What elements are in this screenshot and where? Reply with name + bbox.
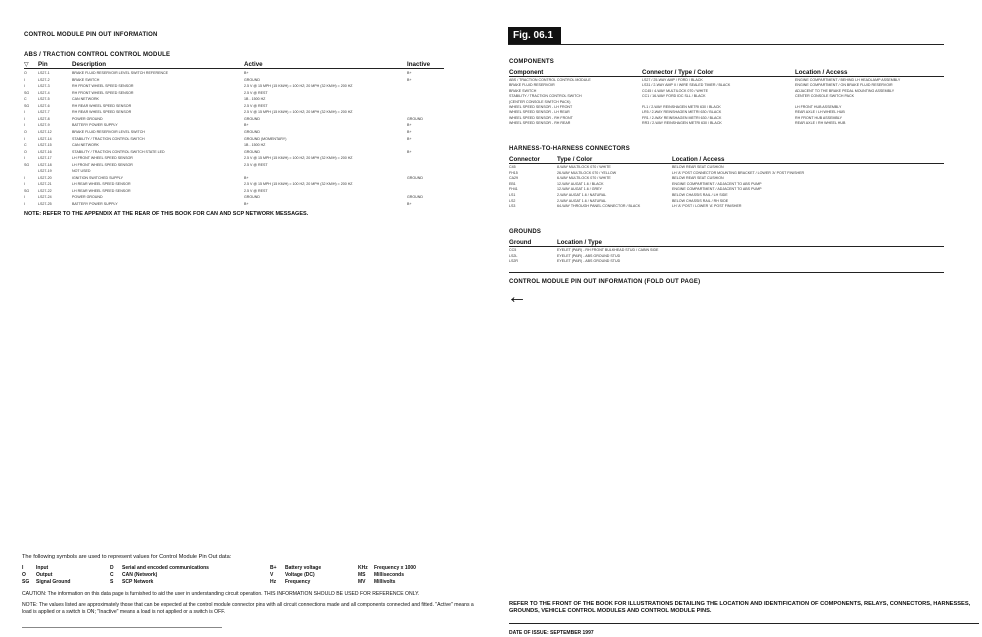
values-note: NOTE: The values listed are approximately those that can be expected at the control module connector pins with all circuit connections made and all components connected and fitted. "Active" means a load is applied or a switch is ON; "Inactive" means a load is not applied or a switch is OFF. — [22, 602, 474, 615]
pin-description: POWER GROUND — [72, 195, 103, 200]
component-name: WHEEL SPEED SENSOR - RH FRONT — [509, 115, 573, 120]
col-location-access: Location / Access — [672, 156, 725, 163]
pin-active: B+ — [244, 175, 249, 180]
legend-symbol: MV — [358, 579, 366, 585]
pin-symbol: C — [24, 97, 27, 102]
pin-description: BATTERY POWER SUPPLY — [72, 202, 118, 206]
col-active: Active — [244, 61, 263, 68]
pin-inactive: B+ — [407, 123, 412, 128]
pin-row — [24, 163, 444, 168]
legend-meaning: Frequency — [285, 579, 311, 585]
component-location: REAR AXLE / LH WHEEL HUB — [795, 110, 845, 115]
pin-description: NOT USED — [72, 169, 91, 174]
pin-active: GROUND — [244, 116, 260, 121]
component-connector: RR3 / 2-WAY REINSHAGEN METRI 630 / BLACK — [642, 121, 722, 126]
grounds-title: GROUNDS — [509, 229, 542, 235]
caution-text: CAUTION: The information on this data page is furnished to aid the user in understanding circuit operation. THIS INFORMATION SHOULD BE USED FOR REFERENCE ONLY. — [22, 591, 420, 597]
pin-symbol: SG — [24, 103, 30, 108]
pin-active: GROUND (MOMENTARY) — [244, 136, 287, 141]
header-rule — [24, 68, 444, 69]
pin-number: LS27-8 — [38, 116, 50, 121]
col-ground: Ground — [509, 239, 532, 246]
pin-description: LH REAR WHEEL SPEED SENSOR — [72, 182, 131, 187]
pin-number: LS27-25 — [38, 202, 52, 206]
pin-number: LS27-4 — [38, 90, 50, 95]
component-connector: CC45 / 4-WAY MULTILOCK 070 / WHITE — [642, 88, 708, 93]
pin-symbol: O — [24, 71, 27, 75]
pin-number: LS27-2 — [38, 77, 50, 82]
pin-inactive: GROUND — [407, 116, 423, 121]
pin-row — [24, 137, 444, 142]
legend-symbol: O — [22, 572, 26, 578]
col-description: Description — [72, 61, 107, 68]
component-name: ABS / TRACTION CONTROL CONTROL MODULE — [509, 78, 591, 82]
left-bottom-rule — [22, 627, 222, 628]
pin-inactive: GROUND — [407, 175, 423, 180]
section-title: ABS / TRACTION CONTROL CONTROL MODULE — [24, 52, 171, 58]
legend-meaning: Milliseconds — [374, 572, 405, 578]
pin-symbol: O — [24, 149, 27, 154]
date-of-issue: DATE OF ISSUE: SEPTEMBER 1997 — [509, 630, 594, 636]
pin-number: LS27-1 — [38, 71, 50, 75]
pin-row — [24, 117, 444, 122]
pin-number: LS27-5 — [38, 97, 50, 102]
pin-description: RH FRONT WHEEL SPEED SENSOR — [72, 84, 134, 89]
col-location-type: Location / Type — [557, 239, 602, 246]
pin-number: LS27-6 — [38, 103, 50, 108]
col-connector: Connector — [509, 156, 540, 163]
pin-number: LS27-24 — [38, 195, 52, 200]
pin-inactive: B+ — [407, 77, 412, 82]
ground-location: EYELET (PAIR) - RH FRONT BULKHEAD STUD / CABIN SIDE — [557, 248, 659, 252]
pin-inactive: B+ — [407, 202, 412, 206]
harness-connector: FH41 — [509, 187, 518, 192]
harness-type: 12-WAY AUGAT 1.6 / BLACK — [557, 181, 604, 186]
component-connector: LR5 / 2-WAY REINSHAGEN METRI 630 / BLACK — [642, 110, 722, 115]
pin-number: LS27-21 — [38, 182, 52, 187]
pin-row — [24, 189, 444, 194]
pin-active: 2.5 V @ REST — [244, 162, 268, 167]
legend-symbol: B+ — [270, 565, 277, 571]
ground-id: CC5 — [509, 248, 517, 252]
ground-location: EYELET (PAIR) - ABS GROUND STUD — [557, 253, 621, 258]
pin-inactive: B+ — [407, 129, 412, 134]
harness-row — [509, 187, 944, 192]
pin-description: BATTERY POWER SUPPLY — [72, 123, 118, 128]
pin-number: LS27-18 — [38, 162, 52, 167]
harness-row — [509, 182, 944, 187]
pin-number: LS27-3 — [38, 84, 50, 89]
legend-meaning: Voltage (DC) — [285, 572, 315, 578]
pin-symbol: I — [24, 84, 25, 89]
pin-inactive: GROUND — [407, 195, 423, 200]
legend-symbol: D — [110, 565, 114, 571]
harness-row — [509, 165, 944, 170]
component-row — [509, 121, 944, 126]
harness-connector: FH15 — [509, 170, 518, 175]
pin-row — [24, 97, 444, 102]
component-name: (CENTER CONSOLE SWITCH PACK) — [509, 99, 571, 104]
pin-active: 2.5 V @ REST — [244, 188, 268, 193]
harness-location: ENGINE COMPARTMENT / ADJACENT TO ABS PUMP — [672, 187, 762, 192]
pin-description: RH REAR WHEEL SPEED SENSOR — [72, 110, 132, 115]
pin-active: 2.5 V @ REST — [244, 90, 268, 95]
pin-number: LS27-20 — [38, 175, 52, 180]
pin-active: GROUND — [244, 195, 260, 200]
pin-symbol: I — [24, 136, 25, 141]
harness-type: 2-WAY AUGAT 1.6 / NATURAL — [557, 198, 607, 203]
legend-symbol: C — [110, 572, 114, 578]
refer-rule — [509, 623, 979, 624]
back-arrow-icon[interactable]: ← — [507, 286, 527, 308]
ground-symbol-icon: ▽ — [24, 61, 29, 68]
pin-row — [24, 104, 444, 109]
pin-active: GROUND — [244, 77, 260, 82]
legend-meaning: Battery voltage — [285, 565, 322, 571]
component-location: ENGINE COMPARTMENT / ON BRAKE FLUID RESERVOIR — [795, 83, 893, 88]
harness-connector: CA29 — [509, 176, 518, 181]
pin-row — [24, 71, 444, 76]
harness-location: BELOW REAR SEAT CUSHION — [672, 165, 724, 169]
pin-row — [24, 150, 444, 155]
grounds-table — [509, 248, 944, 266]
harness-type: 26-WAY MULTILOCK 070 / YELLOW — [557, 170, 617, 175]
ground-id: LS2L — [509, 253, 518, 258]
ground-row — [509, 259, 944, 264]
pin-description: BRAKE FLUID RESERVOIR LEVEL SWITCH — [72, 129, 145, 134]
pin-active: 1B - 1500 HZ — [244, 97, 266, 102]
component-row — [509, 83, 944, 88]
component-connector: LS27 / 25-WAY AMP / FORD / BLACK — [642, 78, 703, 82]
pin-description: CAN NETWORK — [72, 143, 99, 148]
component-name: STABILITY / TRACTION CONTROL SWITCH — [509, 94, 582, 99]
pin-symbol: O — [24, 129, 27, 134]
pin-number: LS27-15 — [38, 143, 52, 148]
harness-location: BELOW CHASSIS RAIL / LH SIDE — [672, 193, 728, 197]
pin-row — [24, 91, 444, 96]
component-connector: CC1 / 16-WAY FORD IDC SLL / BLACK — [642, 94, 706, 99]
legend-symbol: Hz — [270, 579, 277, 585]
harness-connector: LS3 — [509, 204, 516, 209]
pin-number: LS27-7 — [38, 110, 50, 115]
fig-rule — [508, 44, 944, 45]
legend-title: The following symbols are used to represent values for Control Module Pin Out data: — [22, 554, 232, 560]
harness-connector: EB1 — [509, 181, 516, 186]
harness-location: LH 'A' POST CONNECTOR MOUNTING BRACKET / LOWER 'A' POST FINISHER — [672, 170, 805, 175]
col-location-access: Location / Access — [795, 69, 848, 76]
pin-symbol: SG — [24, 162, 30, 167]
legend-symbol: I — [22, 565, 24, 571]
harness-type: 8-WAY MULTILOCK 070 / WHITE — [557, 165, 611, 169]
pin-row — [24, 143, 444, 148]
component-connector: LS31 / 2-WAY AMP II / WIRE SEALED TIMER / BLACK — [642, 83, 731, 88]
pin-description: IGNITION SWITCHED SUPPLY — [72, 175, 124, 180]
pin-row — [24, 195, 444, 200]
legend-meaning: Frequency x 1000 — [374, 565, 416, 571]
components-rule — [509, 76, 944, 77]
pin-description: STABILITY / TRACTION CONTROL SWITCH — [72, 136, 145, 141]
pin-symbol: SG — [24, 188, 30, 193]
harness-connector: LS1 — [509, 193, 516, 197]
pin-symbol: I — [24, 116, 25, 121]
pin-number: LS27-12 — [38, 129, 52, 134]
pin-description: RH REAR WHEEL SPEED SENSOR — [72, 103, 132, 108]
component-name: WHEEL SPEED SENSOR - RH REAR — [509, 121, 571, 126]
harness-row — [509, 204, 944, 209]
pin-row — [24, 176, 444, 181]
legend-meaning: Output — [36, 572, 53, 578]
pin-active: 2.5 V @ 15 MPH (15 KM/H) = 100 HZ; 20 MPH (32 KM/H) = 200 HZ — [244, 182, 353, 187]
pin-symbol: C — [24, 143, 27, 148]
legend-symbol: S — [110, 579, 114, 585]
component-location: ADJACENT TO THE BRAKE PEDAL MOUNTING ASSEMBLY — [795, 88, 895, 93]
pin-row — [24, 110, 444, 115]
harness-row — [509, 199, 944, 204]
component-location: CENTER CONSOLE SWITCH PACK — [795, 94, 855, 99]
pin-number: LS27-22 — [38, 188, 52, 193]
harness-location: ENGINE COMPARTMENT / ADJACENT TO ABS PUMP — [672, 181, 762, 186]
pin-number: LS27-16 — [38, 149, 52, 154]
component-name: BRAKE SWITCH — [509, 88, 537, 93]
pin-description: LH FRONT WHEEL SPEED SENSOR — [72, 162, 133, 167]
component-name: BRAKE FLUID RESERVOIR — [509, 83, 555, 88]
foldout-title: CONTROL MODULE PIN OUT INFORMATION (FOLD OUT PAGE) — [509, 279, 701, 285]
pin-active: GROUND — [244, 129, 260, 134]
harness-connector: C45 — [509, 165, 516, 169]
harness-title: HARNESS-TO-HARNESS CONNECTORS — [509, 146, 630, 152]
pin-number: LS27-14 — [38, 136, 52, 141]
pin-inactive: B+ — [407, 71, 412, 75]
harness-table — [509, 165, 944, 211]
pin-description: CAN NETWORK — [72, 97, 99, 102]
legend-meaning: Millivolts — [374, 579, 396, 585]
harness-row — [509, 193, 944, 198]
pin-symbol: I — [24, 182, 25, 187]
pin-description: BRAKE SWITCH — [72, 77, 100, 82]
component-row — [509, 94, 944, 99]
pin-row — [24, 169, 444, 174]
ground-row — [509, 254, 944, 259]
pin-table — [24, 71, 444, 211]
legend-meaning: Signal Ground — [36, 579, 71, 585]
component-name: WHEEL SPEED SENSOR - LH REAR — [509, 110, 570, 115]
harness-location: BELOW CHASSIS RAIL / RH SIDE — [672, 198, 729, 203]
component-location: LH FRONT HUB ASSEMBLY — [795, 105, 842, 109]
pin-inactive: B+ — [407, 136, 412, 141]
refer-note: REFER TO THE FRONT OF THE BOOK FOR ILLUSTRATIONS DETAILING THE LOCATION AND IDENTIFICATION OF COMPONENTS, RELAYS, CONNECTORS, HARNESSES, GROUNDS, VEHICLE CONTROL MODULES AND CONTROL MODULE PINS. — [509, 601, 971, 615]
pin-row — [24, 123, 444, 128]
pin-row — [24, 78, 444, 83]
col-pin: Pin — [38, 61, 48, 68]
legend-meaning: Serial and encoded communications — [122, 565, 209, 571]
col-connector-type-color: Connector / Type / Color — [642, 69, 714, 76]
harness-location: BELOW REAR SEAT CUSHION — [672, 176, 724, 181]
legend-meaning: SCP Network — [122, 579, 154, 585]
pin-active: 2.5 V @ 15 MPH (15 KM/H) = 100 HZ; 20 MPH (32 KM/H) = 200 HZ — [244, 84, 353, 89]
components-table — [509, 78, 944, 128]
harness-type: 12-WAY AUGAT 1.6 / GREY — [557, 187, 602, 192]
pin-inactive: B+ — [407, 149, 412, 154]
component-row — [509, 100, 944, 105]
harness-type: 6-WAY MULTILOCK 070 / WHITE — [557, 176, 611, 181]
ground-row — [509, 248, 944, 253]
pin-active: 2.5 V @ REST — [244, 103, 268, 108]
col-inactive: Inactive — [407, 61, 431, 68]
pin-symbol: I — [24, 123, 25, 128]
pin-description: RH FRONT WHEEL SPEED SENSOR — [72, 90, 134, 95]
pin-active: 2.5 V @ 15 MPH (15 KM/H) = 100 HZ; 20 MPH (32 KM/H) = 200 HZ — [244, 156, 353, 161]
component-location: RH FRONT HUB ASSEMBLY — [795, 115, 842, 120]
pin-active: B+ — [244, 71, 249, 75]
pin-row — [24, 182, 444, 187]
pin-description: POWER GROUND — [72, 116, 103, 121]
pin-active: B+ — [244, 202, 249, 206]
pin-symbol: I — [24, 156, 25, 161]
network-note: NOTE: REFER TO THE APPENDIX AT THE REAR OF THIS BOOK FOR CAN AND SCP NETWORK MESSAGES. — [24, 211, 309, 217]
harness-location: LH 'A' POST / LOWER 'A' POST FINISHER — [672, 204, 742, 209]
pin-symbol: I — [24, 77, 25, 82]
pin-row — [24, 156, 444, 161]
pin-description: LH FRONT WHEEL SPEED SENSOR — [72, 156, 133, 161]
pin-active: GROUND — [244, 149, 260, 154]
legend-symbol: KHz — [358, 565, 368, 571]
pin-symbol: I — [24, 195, 25, 200]
legend-meaning: Input — [36, 565, 49, 571]
pin-number: LS27-9 — [38, 123, 50, 128]
pin-number: LS27-17 — [38, 156, 52, 161]
col-type-color: Type / Color — [557, 156, 593, 163]
pin-description: BRAKE FLUID RESERVOIR LEVEL SWITCH REFERENCE — [72, 71, 169, 75]
pin-active: 1B - 1500 HZ — [244, 143, 266, 148]
pin-row — [24, 130, 444, 135]
harness-type: 64-WAY THROUGH PANEL CONNECTOR / BLACK — [557, 204, 641, 209]
component-row — [509, 110, 944, 115]
pin-row — [24, 202, 444, 207]
harness-type: 2-WAY AUGAT 1.6 / NATURAL — [557, 193, 607, 197]
harness-row — [509, 171, 944, 176]
ground-id: LS2R — [509, 259, 518, 264]
col-component: Component — [509, 69, 544, 76]
pin-symbol: SG — [24, 90, 30, 95]
foldout-rule — [509, 272, 944, 273]
legend-grid — [22, 565, 482, 587]
pin-number: LS27-19 — [38, 169, 52, 174]
pin-symbol: I — [24, 110, 25, 115]
pin-description: LH REAR WHEEL SPEED SENSOR — [72, 188, 131, 193]
component-location: REAR AXLE / RH WHEEL HUB — [795, 121, 846, 126]
ground-location: EYELET (PAIR) - ABS GROUND STUD — [557, 259, 621, 264]
pin-symbol: I — [24, 202, 25, 206]
legend-symbol: V — [270, 572, 274, 578]
components-title: COMPONENTS — [509, 59, 555, 65]
pin-row — [24, 84, 444, 89]
pin-active: 2.5 V @ 15 MPH (15 KM/H) = 100 HZ; 20 MPH (32 KM/H) = 200 HZ — [244, 110, 353, 115]
pin-symbol: I — [24, 175, 25, 180]
component-connector: FR1 / 2-WAY REINSHAGEN METRI 630 / BLACK — [642, 115, 722, 120]
page-title: CONTROL MODULE PIN OUT INFORMATION — [24, 32, 158, 38]
figure-badge: Fig. 06.1 — [508, 27, 561, 44]
harness-connector: LS2 — [509, 198, 516, 203]
component-name: WHEEL SPEED SENSOR - LH FRONT — [509, 105, 573, 109]
legend-symbol: MS — [358, 572, 366, 578]
legend-symbol: SG — [22, 579, 30, 585]
component-connector: FL1 / 2-WAY REINSHAGEN METRI 630 / BLACK — [642, 105, 721, 109]
grounds-rule — [509, 246, 944, 247]
legend-meaning: CAN (Network) — [122, 572, 158, 578]
pin-active: B+ — [244, 123, 249, 128]
harness-rule — [509, 163, 944, 164]
pin-description: STABILITY / TRACTION CONTROL SWITCH STATE LED — [72, 149, 165, 154]
component-location: ENGINE COMPARTMENT / BEHIND LH HEADLAMP ASSEMBLY — [795, 78, 901, 82]
harness-row — [509, 176, 944, 181]
